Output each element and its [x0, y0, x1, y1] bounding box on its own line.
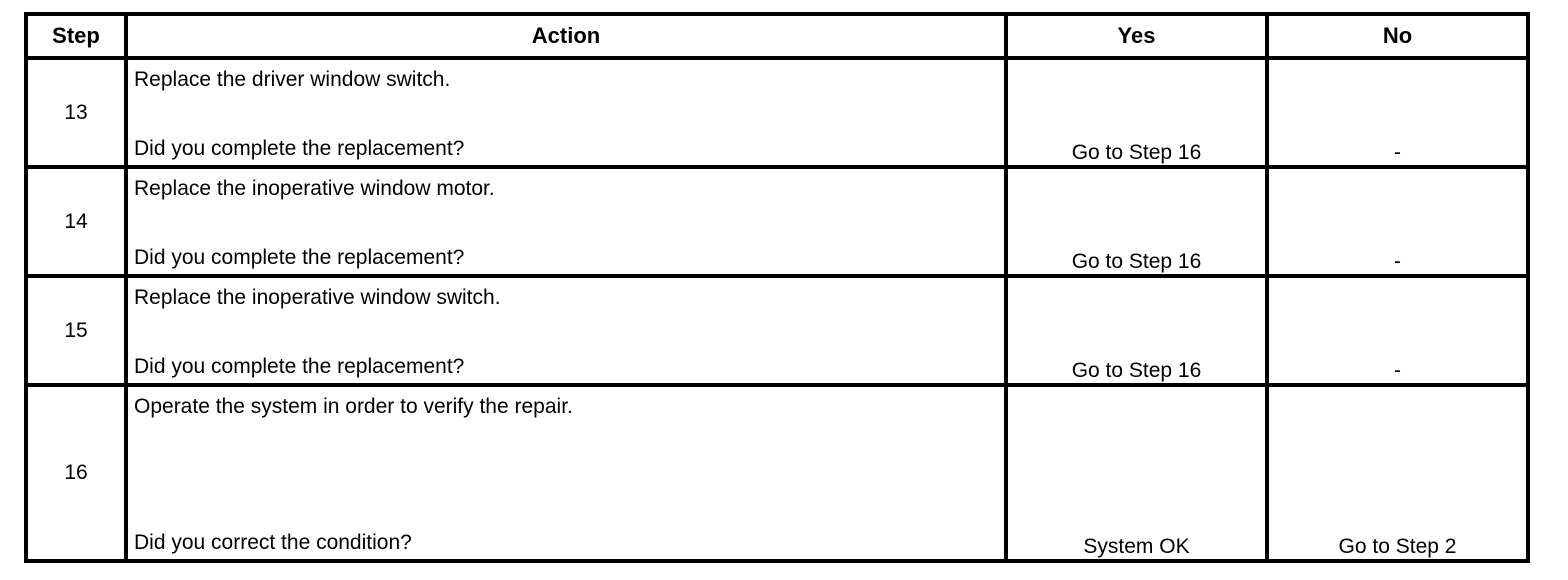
table-row	[26, 167, 1528, 276]
yes-result: Go to Step 16	[1006, 58, 1267, 167]
table-row	[26, 276, 1528, 385]
no-result: -	[1267, 276, 1528, 385]
action-cell	[126, 276, 1006, 385]
action-cell	[126, 167, 1006, 276]
diagnostic-table	[24, 12, 1530, 563]
header-yes: Yes	[1006, 14, 1267, 58]
action-question: Did you complete the replacement?	[134, 137, 465, 160]
header-step: Step	[26, 14, 126, 58]
step-number: 15	[26, 276, 126, 385]
action-instruction: Replace the driver window switch.	[134, 68, 451, 91]
action-instruction: Replace the inoperative window motor.	[134, 177, 495, 200]
action-question: Did you complete the replacement?	[134, 355, 465, 378]
no-result: -	[1267, 58, 1528, 167]
action-question: Did you complete the replacement?	[134, 246, 465, 269]
step-number: 14	[26, 167, 126, 276]
action-question: Did you correct the condition?	[134, 531, 412, 554]
table-row	[26, 385, 1528, 561]
action-instruction: Replace the inoperative window switch.	[134, 286, 501, 309]
header-no: No	[1267, 14, 1528, 58]
action-instruction: Operate the system in order to verify the repair.	[134, 395, 573, 418]
action-cell	[126, 385, 1006, 561]
no-result: Go to Step 2	[1267, 385, 1528, 561]
action-cell	[126, 58, 1006, 167]
step-number: 13	[26, 58, 126, 167]
yes-result: Go to Step 16	[1006, 167, 1267, 276]
yes-result: Go to Step 16	[1006, 276, 1267, 385]
yes-result: System OK	[1006, 385, 1267, 561]
table-header-row	[26, 14, 1528, 58]
table-row	[26, 58, 1528, 167]
header-action: Action	[126, 14, 1006, 58]
no-result: -	[1267, 167, 1528, 276]
step-number: 16	[26, 385, 126, 561]
